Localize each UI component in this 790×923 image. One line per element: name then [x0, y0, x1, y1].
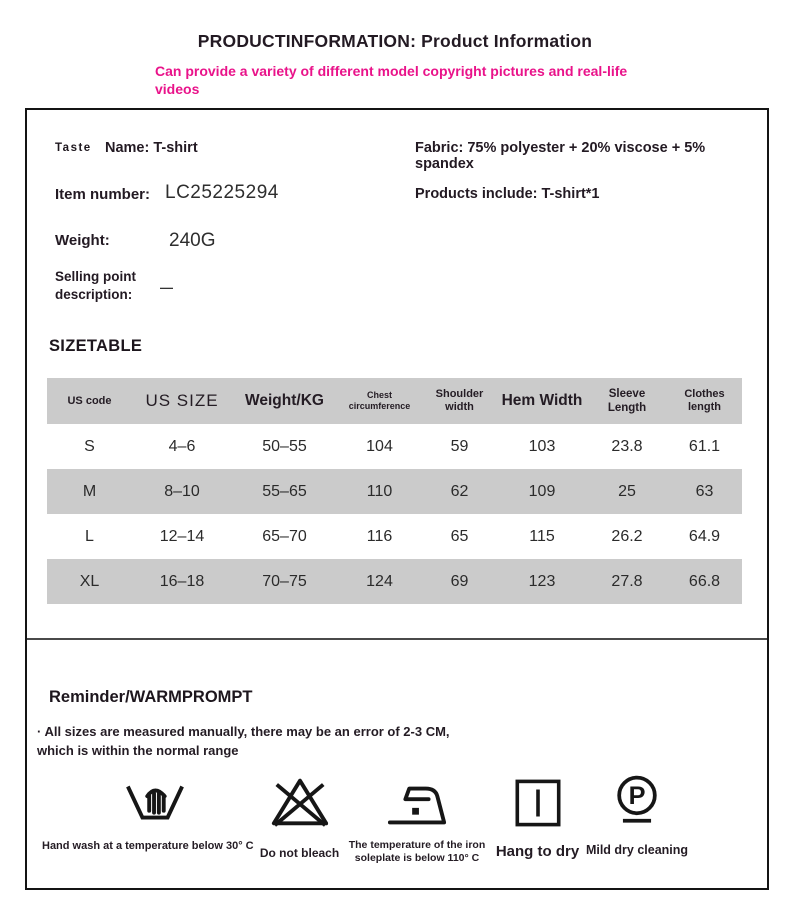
- column-header-shoulder: Shoulder width: [422, 378, 497, 424]
- cell-us-size: 8–10: [164, 482, 200, 500]
- cell-us-size: 12–14: [159, 527, 205, 545]
- cell-hem: 109: [528, 482, 556, 500]
- cell-us-size: 16–18: [159, 572, 205, 590]
- cell-hem: 103: [528, 437, 556, 455]
- care-item-hand-wash: [42, 770, 267, 853]
- size-table-header-row: [47, 378, 742, 424]
- mild-dry-cleaning-icon: [572, 770, 702, 830]
- size-table-title: SIZETABLE: [49, 337, 143, 355]
- cell-us-size: 4–6: [168, 437, 196, 455]
- selling-point-label: Selling point description:: [55, 269, 136, 302]
- cell-shoulder: 69: [450, 572, 469, 590]
- product-name: Name: T-shirt: [105, 140, 198, 156]
- do-not-bleach-icon: [242, 770, 357, 830]
- cell-clothes: 66.8: [688, 572, 721, 590]
- care-label: Do not bleach: [259, 846, 340, 860]
- cell-hem: 123: [528, 572, 556, 590]
- table-row-size-s: [47, 424, 742, 469]
- cell-hem: 115: [529, 527, 555, 545]
- care-label: Hang to dry: [495, 843, 580, 860]
- page-title: PRODUCTINFORMATION: Product Information: [197, 31, 593, 51]
- care-item-iron-low: [342, 770, 492, 865]
- item-number-value: LC25225294: [165, 182, 279, 203]
- cell-sleeve: 27.8: [611, 572, 643, 590]
- cell-weight: 70–75: [262, 572, 307, 590]
- cell-shoulder: 62: [450, 482, 469, 500]
- cell-shoulder: 65: [450, 527, 469, 545]
- column-header-sleeve: Sleeve Length: [587, 378, 667, 424]
- column-header-clothes: Clothes length: [667, 378, 742, 424]
- column-header-hem: Hem Width: [497, 378, 587, 424]
- cell-clothes: 61.1: [688, 437, 721, 455]
- product-info-panel: [25, 108, 769, 890]
- cell-us-code: S: [84, 437, 95, 455]
- reminder-title: Reminder/WARMPROMPT: [49, 688, 253, 706]
- section-divider: [27, 638, 767, 640]
- cell-sleeve: 25: [618, 482, 636, 500]
- cell-weight: 65–70: [262, 527, 307, 545]
- column-header-weight: Weight/KG: [232, 378, 337, 424]
- cell-sleeve: 26.2: [611, 527, 643, 545]
- products-include: Products include: T-shirt*1: [415, 186, 600, 202]
- cell-shoulder: 59: [450, 437, 469, 455]
- column-header-chest: Chest circumference: [337, 378, 422, 424]
- care-label: Hand wash at a temperature below 30° C: [42, 840, 254, 852]
- weight-label: Weight:: [55, 232, 110, 249]
- hand-wash-icon: [42, 770, 267, 830]
- cell-sleeve: 23.8: [611, 437, 643, 455]
- selling-point-value: —: [160, 280, 173, 295]
- cell-clothes: 64.9: [688, 527, 721, 545]
- cell-weight: 55–65: [262, 482, 307, 500]
- cell-chest: 110: [366, 482, 393, 500]
- cell-us-code: M: [82, 482, 97, 500]
- cell-chest: 104: [366, 437, 393, 455]
- cell-us-code: L: [85, 527, 94, 545]
- cell-clothes: 63: [695, 482, 714, 500]
- table-row-size-xl: [47, 559, 742, 604]
- column-header-us-code: US code: [47, 378, 132, 424]
- column-header-us-size: US SIZE: [132, 378, 232, 424]
- care-label: Mild dry cleaning: [585, 843, 689, 857]
- size-table: [47, 378, 742, 604]
- care-label: The temperature of the iron soleplate is below 110° C: [348, 839, 486, 864]
- dry-clean-p-letter: P: [628, 781, 646, 810]
- weight-value: 240G: [169, 230, 216, 251]
- table-row-size-l: [47, 514, 742, 559]
- item-number-label: Item number:: [55, 186, 151, 203]
- cell-us-code: XL: [79, 572, 100, 590]
- table-row-size-m: [47, 469, 742, 514]
- care-item-do-not-bleach: [242, 770, 357, 860]
- cell-chest: 116: [366, 527, 393, 545]
- reminder-note: · All sizes are measured manually, there may be an error of 2-3 CM, which is within the normal range: [37, 724, 450, 758]
- page-subtitle: Can provide a variety of different model copyright pictures and real-life videos: [155, 63, 628, 97]
- fabric-info: Fabric: 75% polyester + 20% viscose + 5% spandex: [415, 140, 706, 172]
- cell-weight: 50–55: [262, 437, 307, 455]
- iron-low-temperature-icon: [342, 770, 492, 830]
- cell-chest: 124: [366, 572, 393, 590]
- taste-label: Taste: [55, 142, 92, 154]
- care-item-mild-dry-cleaning: [572, 770, 702, 857]
